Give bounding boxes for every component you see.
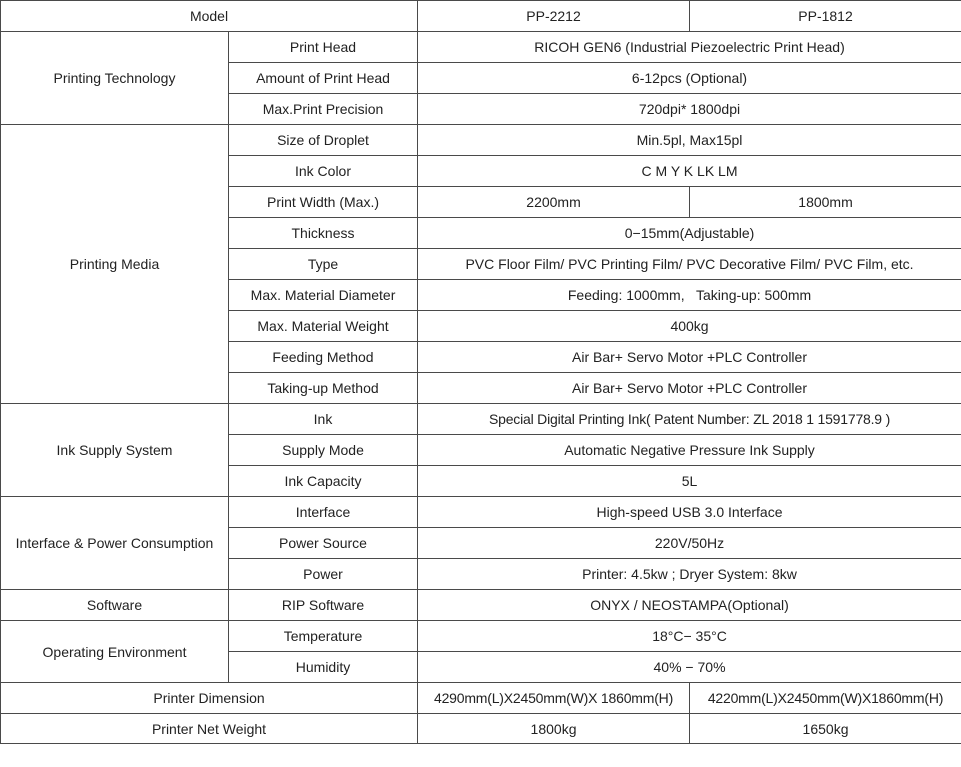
table-row-rip-software [1, 590, 961, 621]
supply-mode-label: Supply Mode [229, 435, 418, 466]
power-label: Power [229, 559, 418, 590]
takeup-method-label: Taking-up Method [229, 373, 418, 404]
model-header-cell: Model [1, 1, 418, 32]
print-width-label: Print Width (Max.) [229, 187, 418, 218]
feeding-method-label: Feeding Method [229, 342, 418, 373]
net-weight-b: 1650kg [690, 714, 961, 744]
group-printing-media: Printing Media [1, 125, 229, 404]
group-operating-environment: Operating Environment [1, 621, 229, 683]
thickness-label: Thickness [229, 218, 418, 249]
feeding-method-value: Air Bar+ Servo Motor +PLC Controller [418, 342, 961, 373]
interface-value: High-speed USB 3.0 Interface [418, 497, 961, 528]
temperature-value: 18°C− 35°C [418, 621, 961, 652]
interface-label: Interface [229, 497, 418, 528]
amount-print-head-value: 6-12pcs (Optional) [418, 63, 961, 94]
rip-software-label: RIP Software [229, 590, 418, 621]
print-head-value: RICOH GEN6 (Industrial Piezoelectric Print Head) [418, 32, 961, 63]
supply-mode-value: Automatic Negative Pressure Ink Supply [418, 435, 961, 466]
ink-value: Special Digital Printing Ink( Patent Number: ZL 2018 1 1591778.9 ) [418, 404, 961, 435]
precision-value: 720dpi* 1800dpi [418, 94, 961, 125]
droplet-value: Min.5pl, Max15pl [418, 125, 961, 156]
net-weight-label: Printer Net Weight [1, 714, 418, 744]
ink-capacity-value: 5L [418, 466, 961, 497]
humidity-value: 40% − 70% [418, 652, 961, 683]
dimension-label: Printer Dimension [1, 683, 418, 714]
group-ink-supply: Ink Supply System [1, 404, 229, 497]
ink-label: Ink [229, 404, 418, 435]
table-row-dimension [1, 683, 961, 714]
table-row-droplet [1, 125, 961, 156]
power-source-label: Power Source [229, 528, 418, 559]
type-value: PVC Floor Film/ PVC Printing Film/ PVC Decorative Film/ PVC Film, etc. [418, 249, 961, 280]
table-row-temperature [1, 621, 961, 652]
ink-capacity-label: Ink Capacity [229, 466, 418, 497]
droplet-label: Size of Droplet [229, 125, 418, 156]
thickness-value: 0−15mm(Adjustable) [418, 218, 961, 249]
group-printing-technology: Printing Technology [1, 32, 229, 125]
print-head-label: Print Head [229, 32, 418, 63]
model-a-cell: PP-2212 [418, 1, 690, 32]
precision-label: Max.Print Precision [229, 94, 418, 125]
ink-color-label: Ink Color [229, 156, 418, 187]
temperature-label: Temperature [229, 621, 418, 652]
model-b-cell: PP-1812 [690, 1, 961, 32]
net-weight-a: 1800kg [418, 714, 690, 744]
ink-color-value: C M Y K LK LM [418, 156, 961, 187]
print-width-a: 2200mm [418, 187, 690, 218]
material-weight-label: Max. Material Weight [229, 311, 418, 342]
table-row-print-head [1, 32, 961, 63]
humidity-label: Humidity [229, 652, 418, 683]
takeup-method-value: Air Bar+ Servo Motor +PLC Controller [418, 373, 961, 404]
power-source-value: 220V/50Hz [418, 528, 961, 559]
group-interface-power: Interface & Power Consumption [1, 497, 229, 590]
material-diameter-label: Max. Material Diameter [229, 280, 418, 311]
table-row-ink [1, 404, 961, 435]
group-software: Software [1, 590, 229, 621]
rip-software-value: ONYX / NEOSTAMPA(Optional) [418, 590, 961, 621]
table-row-model [1, 1, 961, 32]
type-label: Type [229, 249, 418, 280]
power-value: Printer: 4.5kw ; Dryer System: 8kw [418, 559, 961, 590]
material-weight-value: 400kg [418, 311, 961, 342]
table-row-net-weight [1, 714, 961, 744]
amount-print-head-label: Amount of Print Head [229, 63, 418, 94]
dimension-a: 4290mm(L)X2450mm(W)X 1860mm(H) [418, 683, 690, 714]
print-width-b: 1800mm [690, 187, 961, 218]
dimension-b: 4220mm(L)X2450mm(W)X1860mm(H) [690, 683, 961, 714]
table-row-interface [1, 497, 961, 528]
material-diameter-value: Feeding: 1000mm, Taking-up: 500mm [418, 280, 961, 311]
